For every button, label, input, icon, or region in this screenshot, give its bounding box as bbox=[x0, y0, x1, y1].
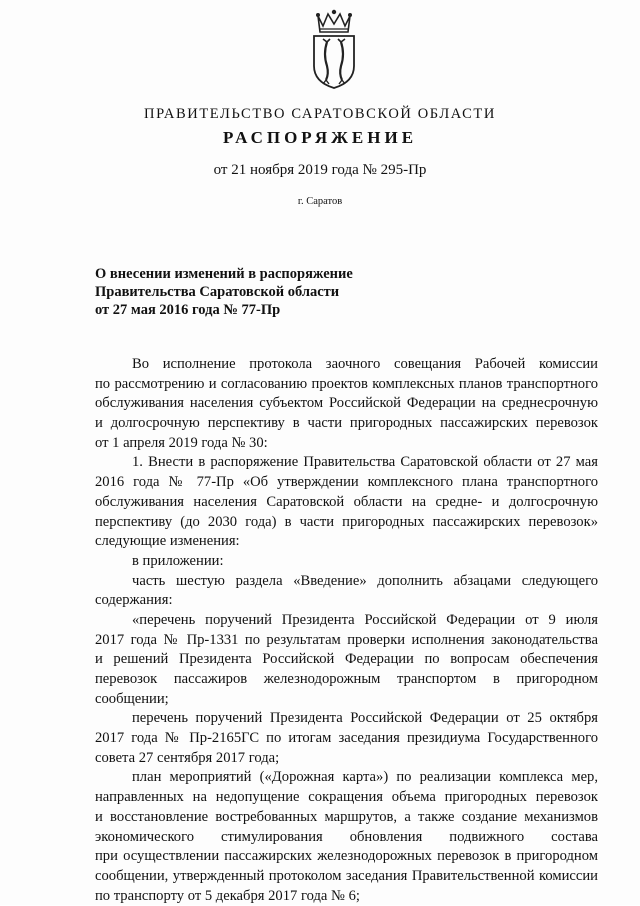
body-line: часть шестую раздела «Введение» дополнить абзацами следующего bbox=[132, 572, 598, 589]
body-line: по транспорту от 5 декабря 2017 года № 6; bbox=[95, 887, 360, 904]
subject-line: О внесении изменений в распоряжение bbox=[95, 266, 353, 282]
body-line: обслуживания населения субъектом Российской Федерации на среднесрочную bbox=[95, 395, 598, 412]
body-line: 2017 года № Пр-1331 по результатам проверки исполнения законодательства bbox=[95, 631, 598, 648]
body-line: перспективу (до 2030 года) в части пригородных пассажирских перевозок» bbox=[95, 513, 598, 530]
subject-line: Правительства Саратовской области bbox=[95, 284, 340, 300]
body-line: 1. Внести в распоряжение Правительства Саратовской области от 27 мая bbox=[132, 454, 598, 471]
body-line: направленных на недопущение сокращения объема пригородных перевозок bbox=[95, 789, 598, 806]
body-line: и восстановление востребованных маршрутов, а также создание механизмов bbox=[95, 808, 598, 825]
body-line: перечень поручений Президента Российской Федерации от 25 октября bbox=[132, 710, 598, 727]
body-line: следующие изменения: bbox=[95, 533, 240, 550]
body-line: сообщении, утвержденный протоколом заседания Правительственной комиссии bbox=[95, 867, 598, 884]
body-line: и долгосрочную перспективу в части пригородных пассажирских перевозок bbox=[95, 415, 598, 432]
document-subject bbox=[95, 265, 425, 319]
body-line: план мероприятий («Дорожная карта») по реализации комплекса мер, bbox=[132, 769, 598, 786]
body-line: обслуживания населения Саратовской области на средне- и долгосрочную bbox=[95, 493, 598, 510]
body-line: совета 27 сентября 2017 года; bbox=[95, 749, 280, 766]
body-line: 2017 года № Пр-2165ГС по итогам заседания президиума Государственного bbox=[95, 730, 598, 747]
body-line: и решений Президента Российской Федерации по вопросам обеспечения bbox=[95, 651, 598, 668]
body-line: Во исполнение протокола заочного совещания Рабочей комиссии bbox=[132, 356, 598, 372]
body-line: 2016 года № 77-Пр «Об утверждении комплексного плана транспортного bbox=[95, 474, 598, 491]
body-line: по рассмотрению и согласованию проектов комплексных планов транспортного bbox=[95, 375, 598, 392]
body-line: экономического стимулирования обновления подвижного состава bbox=[95, 828, 598, 845]
body-line: перевозок пассажиров железнодорожным транспортом в пригородном bbox=[95, 671, 598, 687]
body-line: «перечень поручений Президента Российской Федерации от 9 июля bbox=[132, 611, 598, 628]
body-line: сообщении; bbox=[95, 690, 169, 707]
document-city: г. Саратов bbox=[297, 196, 343, 207]
government-name: ПРАВИТЕЛЬСТВО САРАТОВСКОЙ ОБЛАСТИ bbox=[144, 106, 496, 122]
body-line: в приложении: bbox=[132, 552, 224, 569]
document-date-number: от 21 ноября 2019 года № 295-Пр bbox=[213, 162, 427, 178]
saratov-coat-of-arms-icon bbox=[308, 8, 360, 90]
subject-line: от 27 мая 2016 года № 77-Пр bbox=[95, 302, 281, 318]
document-type: РАСПОРЯЖЕНИЕ bbox=[222, 128, 418, 147]
body-line: от 1 апреля 2019 года № 30: bbox=[95, 434, 268, 451]
body-line: при осуществлении пассажирских железнодорожных перевозок в пригородном bbox=[95, 848, 598, 865]
document-body bbox=[95, 355, 598, 906]
body-line: содержания: bbox=[95, 592, 173, 609]
